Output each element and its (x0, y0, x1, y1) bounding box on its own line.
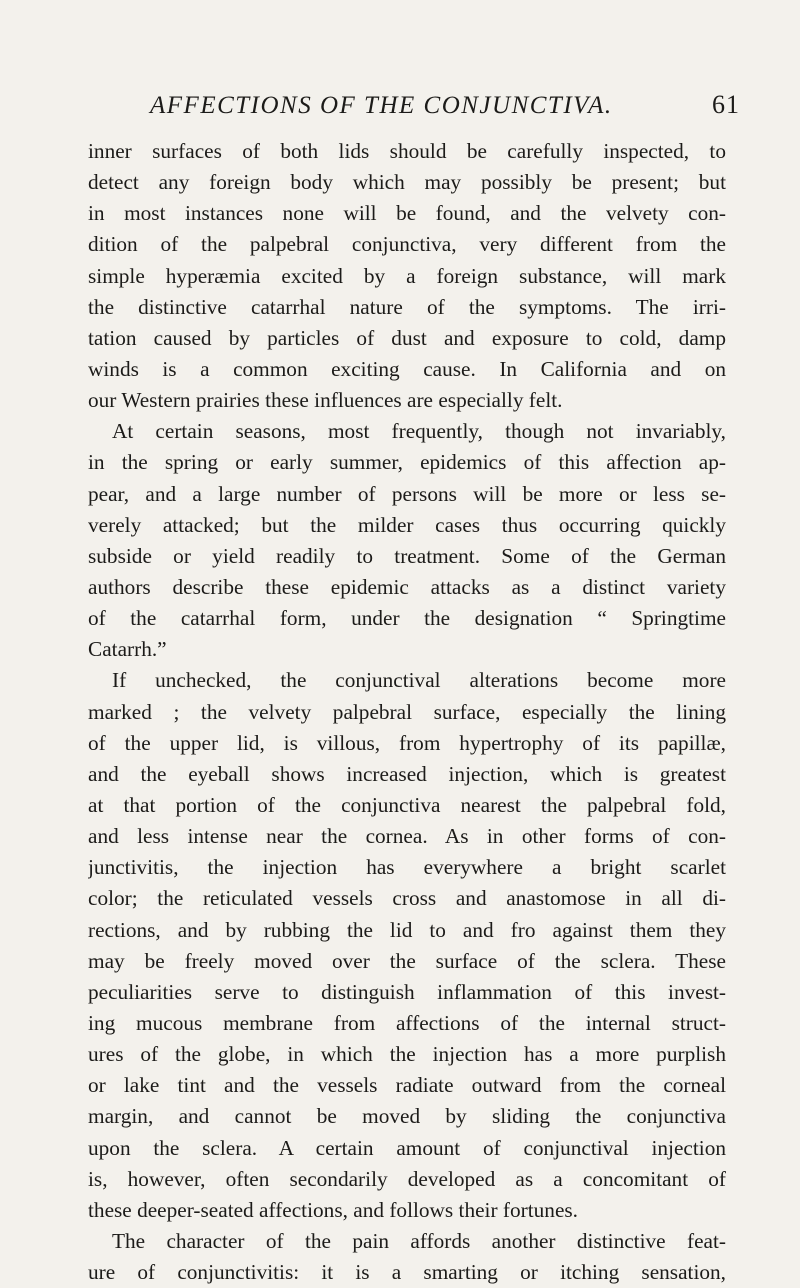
text-line: peculiarities serve to distinguish inflammation of this invest- (88, 979, 726, 1004)
text-line: ing mucous membrane from affections of the internal struct- (88, 1010, 726, 1035)
text-line: junctivitis, the injection has everywhere a bright scarlet (88, 855, 726, 880)
text-line: simple hyperæmia excited by a foreign substance, will mark (88, 263, 726, 288)
text-line: upon the sclera. A certain amount of conjunctival injection (88, 1135, 726, 1160)
text-line: The character of the pain affords another distinctive feat- (112, 1228, 726, 1253)
text-line: at that portion of the conjunctiva nearest the palpebral fold, (88, 792, 726, 817)
text-line: subside or yield readily to treatment. Some of the German (88, 543, 726, 568)
text-line: dition of the palpebral conjunctiva, very different from the (88, 232, 726, 257)
text-line: of the catarrhal form, under the designation “ Springtime (88, 606, 726, 631)
text-line: margin, and cannot be moved by sliding the conjunctiva (88, 1104, 726, 1129)
text-line: winds is a common exciting cause. In California and on (88, 356, 726, 381)
text-line: in the spring or early summer, epidemics of this affection ap- (88, 450, 726, 475)
text-line: or lake tint and the vessels radiate outward from the corneal (88, 1073, 726, 1098)
text-line: inner surfaces of both lids should be carefully inspected, to (88, 139, 726, 163)
text-line: is, however, often secondarily developed as a concomitant of (88, 1166, 726, 1191)
text-line: rections, and by rubbing the lid to and fro against them they (88, 917, 726, 942)
text-line: pear, and a large number of persons will be more or less se- (88, 481, 726, 506)
text-line: in most instances none will be found, and the velvety con- (88, 201, 726, 226)
text-line: ure of conjunctivitis: it is a smarting or itching sensation, (88, 1260, 726, 1285)
running-title: AFFECTIONS OF THE CONJUNCTIVA. (150, 92, 613, 119)
text-line: marked ; the velvety palpebral surface, especially the lining (88, 699, 726, 724)
text-line: Catarrh.” (88, 637, 167, 662)
body-text (88, 136, 726, 1288)
text-line: detect any foreign body which may possibly be present; but (88, 170, 726, 195)
text-line: the distinctive catarrhal nature of the symptoms. The irri- (88, 294, 726, 319)
text-line: these deeper-seated affections, and follows their fortunes. (88, 1197, 579, 1222)
text-line: If unchecked, the conjunctival alterations become more (112, 668, 726, 693)
text-line: and less intense near the cornea. As in other forms of con- (88, 824, 726, 849)
text-line: may be freely moved over the surface of the sclera. These (88, 948, 726, 973)
text-line: ures of the globe, in which the injection has a more purplish (88, 1042, 726, 1067)
text-line: color; the reticulated vessels cross and anastomose in all di- (88, 886, 726, 911)
page-number: 61 (712, 90, 740, 119)
text-line: authors describe these epidemic attacks as a distinct variety (88, 574, 726, 599)
text-line: verely attacked; but the milder cases thus occurring quickly (88, 512, 726, 537)
text-line: our Western prairies these influences are especially felt. (88, 388, 563, 413)
text-line: tation caused by particles of dust and exposure to cold, damp (88, 325, 726, 350)
text-line: of the upper lid, is villous, from hypertrophy of its papillæ, (88, 730, 726, 755)
text-line: and the eyeball shows increased injection, which is greatest (88, 761, 726, 786)
text-line: At certain seasons, most frequently, though not invariably, (112, 419, 726, 444)
